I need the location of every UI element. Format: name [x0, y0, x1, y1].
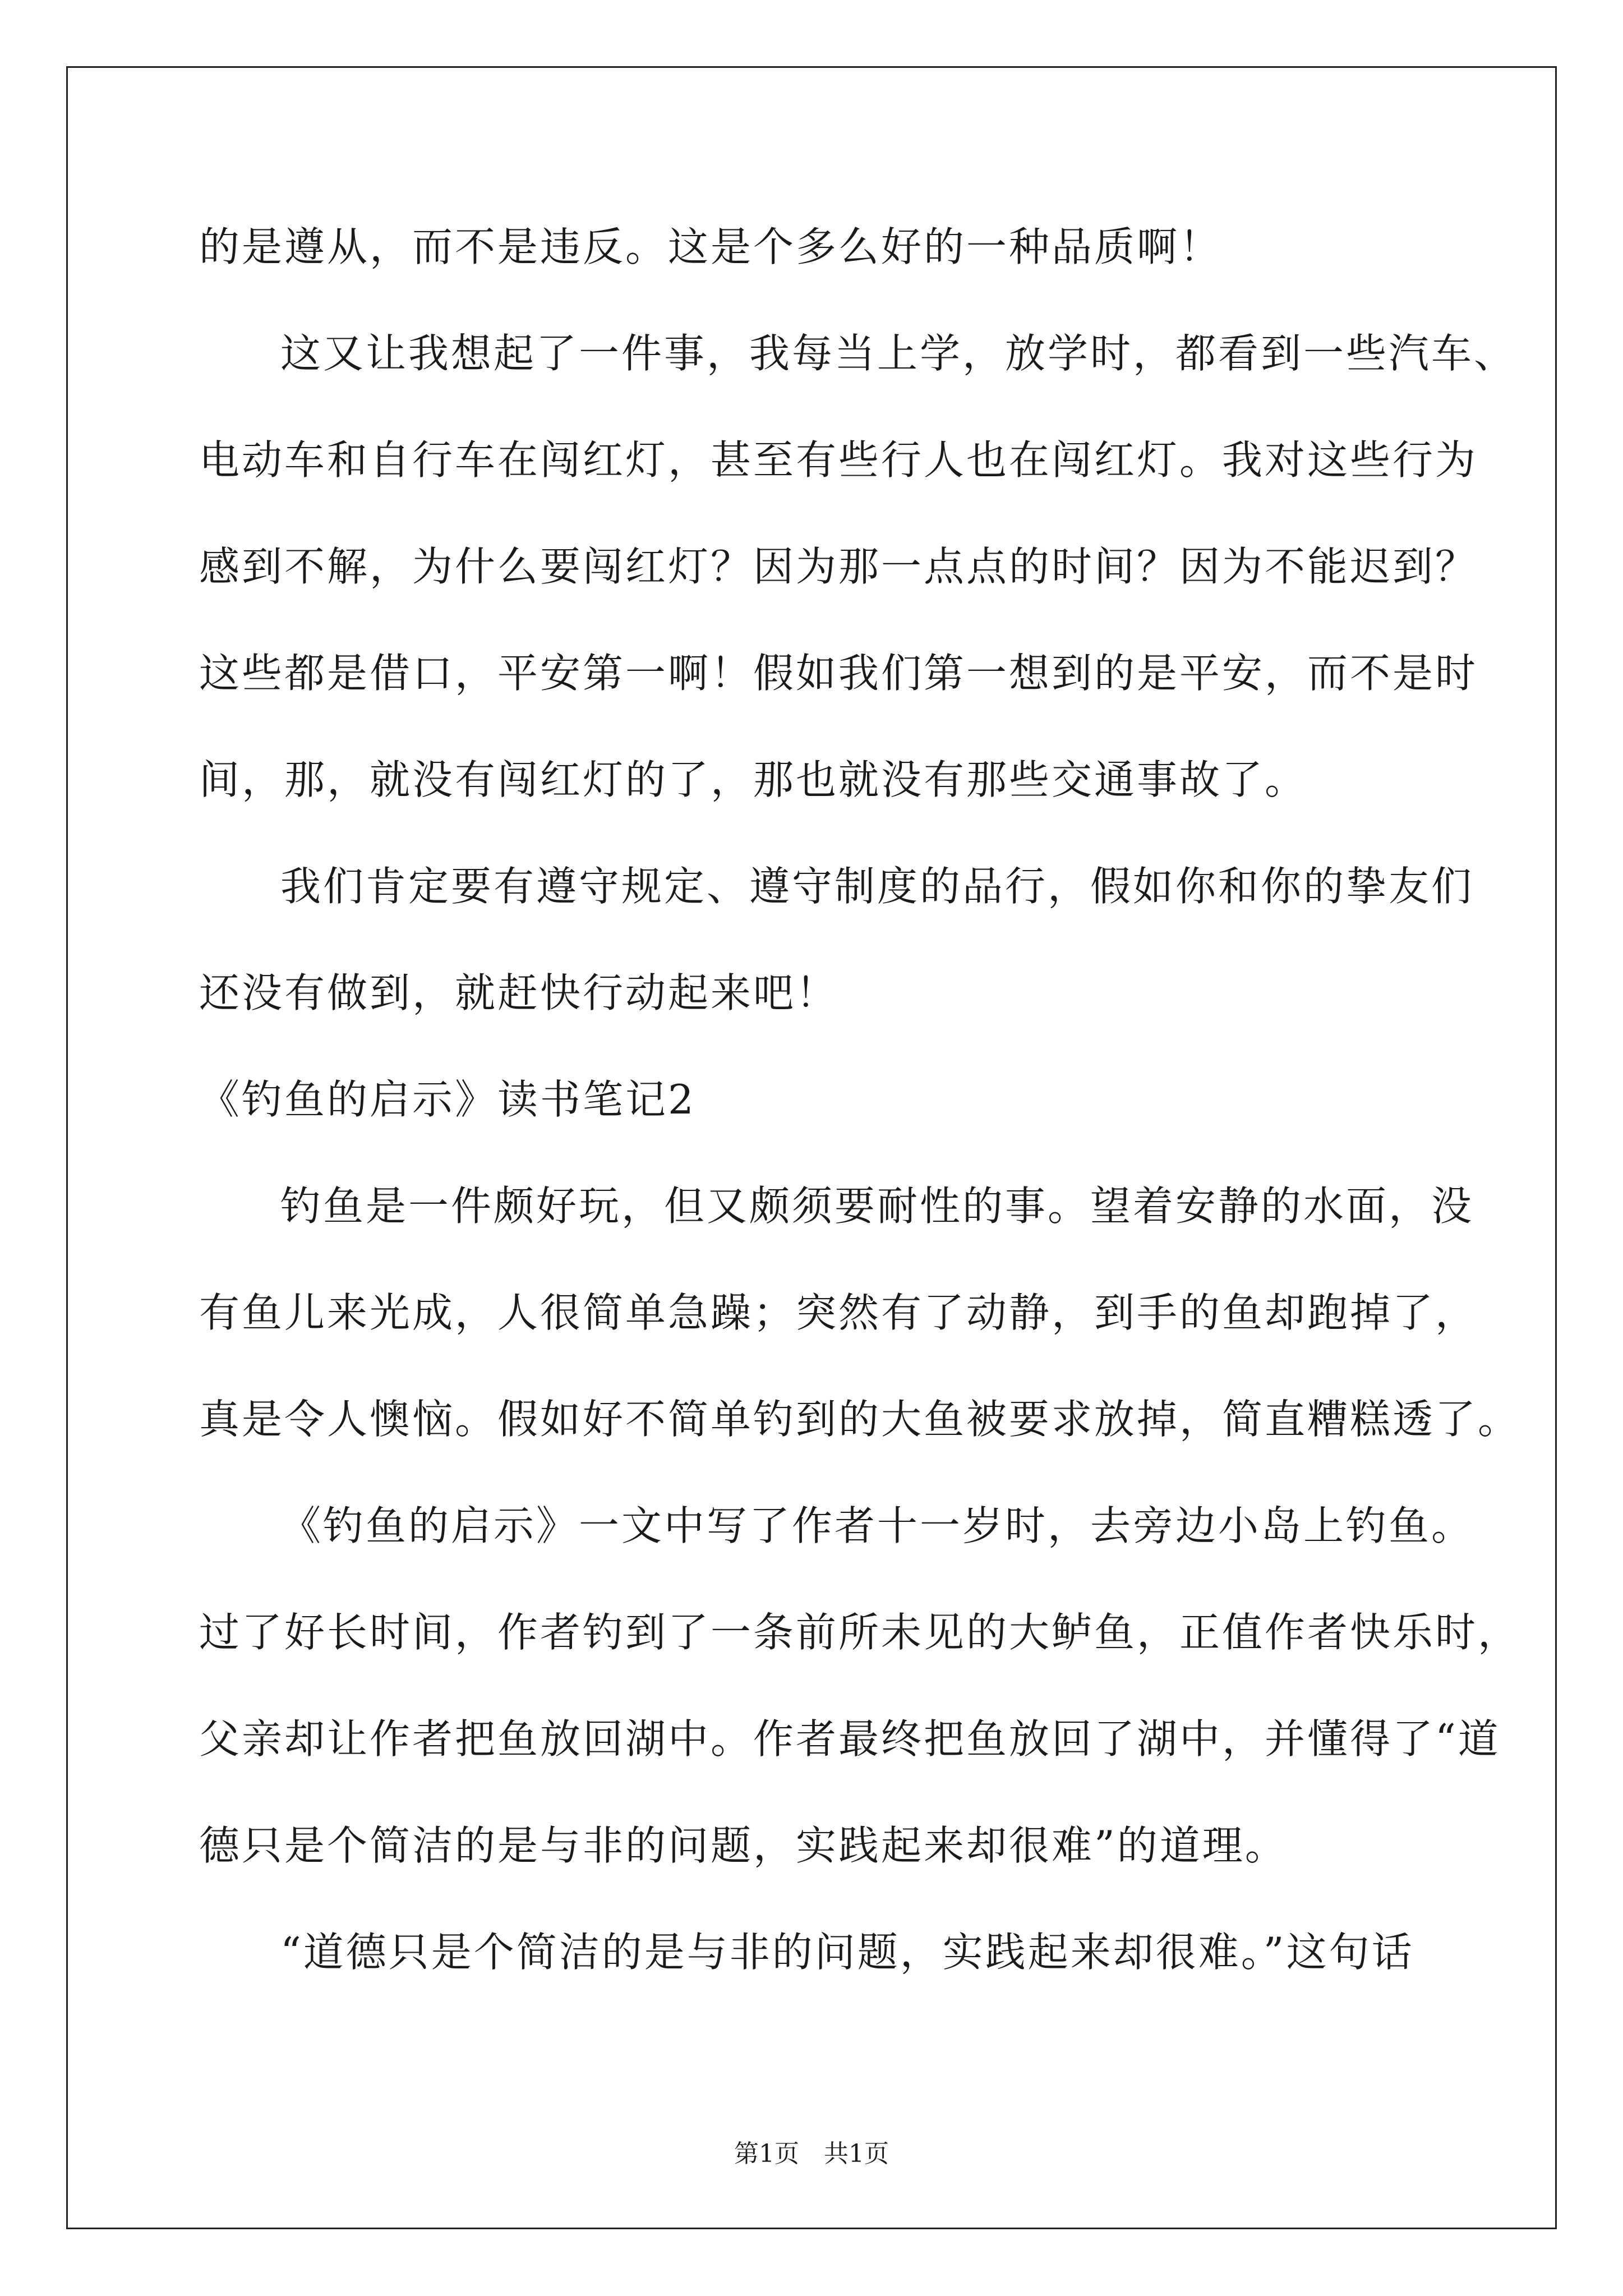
text-line: 父亲却让作者把鱼放回湖中。作者最终把鱼放回了湖中，并懂得了“道	[199, 1715, 1501, 1763]
text-line: 真是令人懊恼。假如好不简单钓到的大鱼被要求放掉，简直糟糕透了。	[199, 1396, 1521, 1443]
text-line: 电动车和自行车在闯红灯，甚至有些行人也在闯红灯。我对这些行为	[199, 436, 1478, 484]
text-line: “道德只是个简洁的是与非的问题，实践起来却很难。”这句话	[280, 1929, 1414, 1976]
text-line: 《钓鱼的启示》一文中写了作者十一岁时，去旁边小岛上钓鱼。	[280, 1502, 1474, 1549]
text-line: 我们肯定要有遵守规定、遵守制度的品行，假如你和你的挚友们	[280, 863, 1474, 910]
text-line: 钓鱼是一件颇好玩，但又颇须要耐性的事。望着安静的水面，没	[280, 1182, 1474, 1230]
section-heading: 《钓鱼的启示》读书笔记2	[199, 1076, 696, 1123]
text-line: 这些都是借口，平安第一啊！假如我们第一想到的是平安，而不是时	[199, 650, 1478, 697]
text-line: 这又让我想起了一件事，我每当上学，放学时，都看到一些汽车、	[280, 330, 1517, 377]
text-line: 间，那，就没有闯红灯的了，那也就没有那些交通事故了。	[199, 756, 1308, 803]
text-line: 的是遵从，而不是违反。这是个多么好的一种品质啊！	[199, 223, 1223, 270]
text-line: 有鱼儿来光成，人很简单急躁；突然有了动静，到手的鱼却跑掉了，	[199, 1289, 1478, 1336]
text-line: 过了好长时间，作者钓到了一条前所未见的大鲈鱼，正值作者快乐时，	[199, 1609, 1521, 1656]
page-frame	[66, 66, 1557, 2229]
text-line: 德只是个简洁的是与非的问题，实践起来却很难”的道理。	[199, 1822, 1288, 1869]
page-footer: 第1页 共1页	[734, 2139, 889, 2168]
text-line: 还没有做到，就赶快行动起来吧！	[199, 969, 839, 1016]
text-line: 感到不解，为什么要闯红灯？因为那一点点的时间？因为不能迟到？	[199, 543, 1478, 590]
